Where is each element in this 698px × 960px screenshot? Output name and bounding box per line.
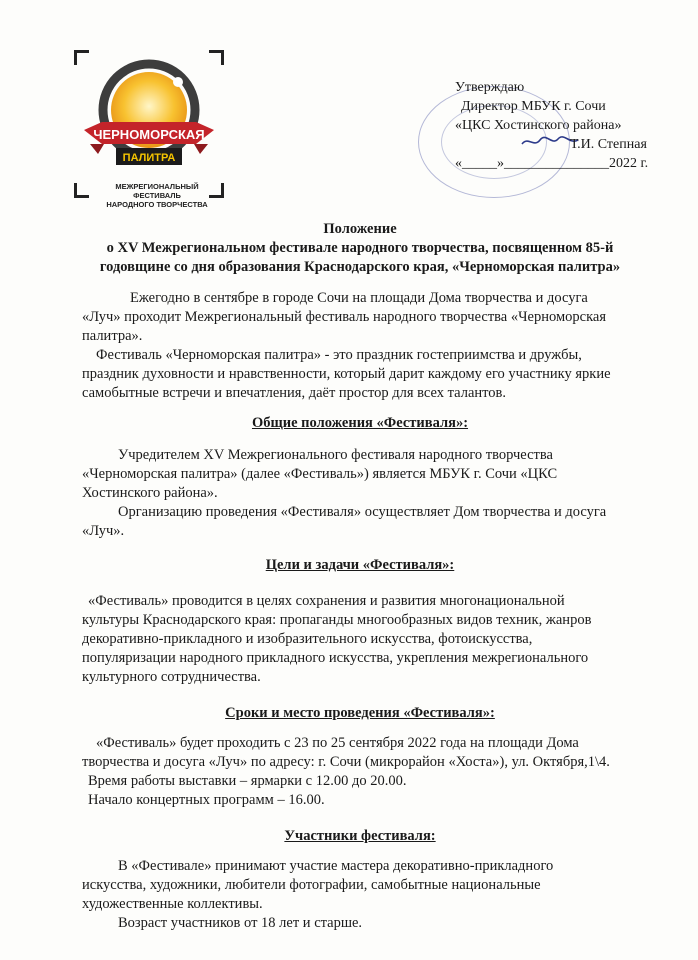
section-heading-general: Общие положения «Фестиваля»: <box>251 415 469 431</box>
intro-text: Ежегодно в сентябре в городе Сочи на площади Дома творчества и досуга <box>130 290 588 306</box>
intro-text: праздник духовности и нравственности, который дарит каждому его участнику яркие <box>82 366 611 382</box>
logo-title-line2: ПАЛИТРА <box>122 152 176 164</box>
intro-text: «Луч» проходит Межрегиональный фестиваль народного творчества «Черноморская <box>82 309 607 325</box>
general-text: «Черноморская палитра» (далее «Фестиваль») является МБУК г. Сочи «ЦКС <box>82 466 558 482</box>
approval-line: Утверждаю <box>455 80 525 95</box>
title-line: о XV Межрегиональном фестивале народного творчества, посвященном 85-й <box>106 240 614 256</box>
general-text: Хостинского района». <box>82 485 218 501</box>
festival-logo <box>74 50 224 210</box>
intro-text: палитра». <box>82 328 143 344</box>
section-heading-participants: Участники фестиваля: <box>284 828 436 844</box>
dates-text: Начало концертных программ – 16.00. <box>88 792 325 808</box>
title-line: годовщине со дня образования Краснодарского края, «Черноморская палитра» <box>99 259 621 275</box>
section-heading-goals: Цели и задачи «Фестиваля»: <box>265 557 455 573</box>
dates-text: Время работы выставки – ярмарки с 12.00 до 20.00. <box>88 773 407 789</box>
general-text: «Луч». <box>82 523 125 539</box>
general-text: Организацию проведения «Фестиваля» осуществляет Дом творчества и досуга <box>118 504 607 520</box>
general-text: Учредителем XV Межрегионального фестиваля народного творчества <box>118 447 553 463</box>
dates-text: творчества и досуга «Луч» по адресу: г. Сочи (микрорайон «Хоста»), ул. Октября,1\4. <box>82 754 610 770</box>
logo-frame-corner <box>74 183 89 198</box>
dates-text: «Фестиваль» будет проходить с 23 по 25 сентября 2022 года на площади Дома <box>96 735 579 751</box>
title-line: Положение <box>323 221 397 237</box>
palette-sun-icon <box>82 58 216 182</box>
participants-text: Возраст участников от 18 лет и старше. <box>118 915 363 931</box>
intro-text: самобытные встречи и впечатления, даёт простор для всех талантов. <box>82 385 507 401</box>
document-title <box>60 220 660 277</box>
section-heading-dates: Сроки и место проведения «Фестиваля»: <box>225 705 495 721</box>
intro-text: Фестиваль «Черноморская палитра» - это праздник гостеприимства и дружбы, <box>96 347 582 363</box>
goals-text: «Фестиваль» проводится в целях сохранения и развития многонациональной <box>88 593 565 609</box>
approval-line: Директор МБУК г. Сочи <box>461 99 606 114</box>
logo-subtitle <box>92 182 222 209</box>
approval-line: «_____»_______________2022 г. <box>455 156 649 171</box>
participants-text: художественные коллективы. <box>82 896 263 912</box>
logo-subtitle-line2: НАРОДНОГО ТВОРЧЕСТВА <box>106 200 208 209</box>
approval-block <box>455 78 665 173</box>
goals-text: декоративно-прикладного и изобразительного искусства, фотоискусства, <box>82 631 533 647</box>
logo-title-line1: ЧЕРНОМОРСКАЯ <box>93 127 205 142</box>
participants-text: искусства, художники, любители фотографии, самобытные национальные <box>82 877 541 893</box>
participants-text: В «Фестивале» принимают участие мастера декоративно-прикладного <box>118 858 554 874</box>
goals-text: культуры Краснодарского края: пропаганды многообразных видов техник, жанров <box>82 612 592 628</box>
goals-text: культурного сотрудничества. <box>82 669 261 685</box>
goals-text: популяризации народного прикладного искусства, укрепления межрегионального <box>82 650 589 666</box>
approval-line: Т.И. Степная <box>570 137 647 152</box>
approval-line: «ЦКС Хостинского района» <box>455 118 622 133</box>
logo-subtitle-line1: МЕЖРЕГИОНАЛЬНЫЙ ФЕСТИВАЛЬ <box>115 182 199 200</box>
